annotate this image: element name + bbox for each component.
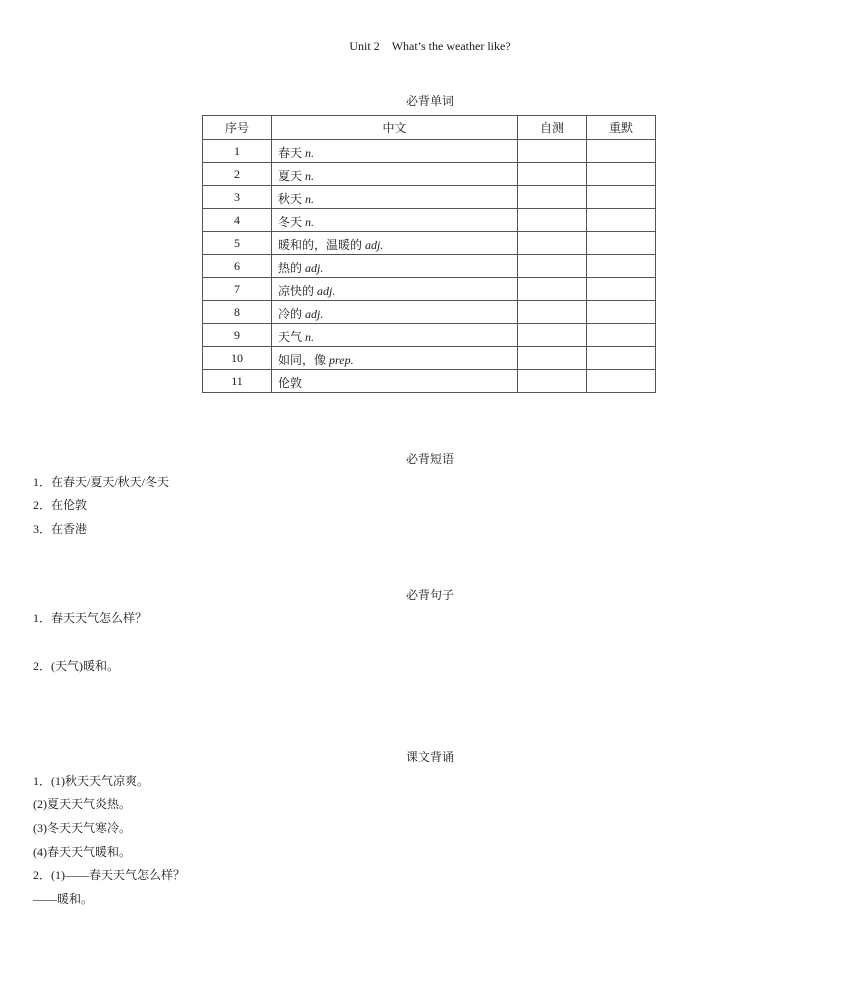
vocab-row xyxy=(203,163,656,186)
vocab-row-chinese xyxy=(272,163,518,186)
vocab-row xyxy=(203,347,656,370)
vocab-word: 热的 xyxy=(278,261,303,275)
vocab-word: 春天 xyxy=(278,146,303,160)
sentence-item: 2．(天气)暖和。 xyxy=(33,659,119,673)
vocab-word: 暖和的，温暖的 xyxy=(278,238,363,252)
vocab-row-chinese xyxy=(272,140,518,163)
vocab-word: 秋天 xyxy=(278,192,303,206)
recitation-item: 1．(1)秋天天气凉爽。 xyxy=(33,774,149,788)
vocab-row-number: 11 xyxy=(203,370,272,393)
sentences-section-title: 必背句子 xyxy=(405,588,454,602)
part-of-speech: n. xyxy=(305,146,315,160)
header-chinese: 中文 xyxy=(272,116,518,140)
part-of-speech: n. xyxy=(305,330,315,344)
vocab-row-number: 5 xyxy=(203,232,272,255)
vocab-word: 如同，像 xyxy=(278,353,327,367)
self-test-cell xyxy=(518,232,587,255)
vocab-row-chinese xyxy=(272,186,518,209)
rewrite-cell xyxy=(587,255,656,278)
vocab-word: 冷的 xyxy=(278,307,303,321)
header-num: 序号 xyxy=(203,116,272,140)
part-of-speech: adj. xyxy=(305,307,324,321)
vocab-row xyxy=(203,324,656,347)
header-rewrite: 重默 xyxy=(587,116,656,140)
rewrite-cell xyxy=(587,278,656,301)
vocab-row-number: 7 xyxy=(203,278,272,301)
vocab-row xyxy=(203,232,656,255)
self-test-cell xyxy=(518,163,587,186)
vocab-row-number: 9 xyxy=(203,324,272,347)
page-title: Unit 2 What’s the weather like? xyxy=(349,39,511,53)
self-test-cell xyxy=(518,209,587,232)
rewrite-cell xyxy=(587,347,656,370)
part-of-speech: n. xyxy=(305,215,315,229)
vocab-row xyxy=(203,370,656,393)
vocab-row-number: 4 xyxy=(203,209,272,232)
vocab-row-number: 1 xyxy=(203,140,272,163)
vocab-word: 冬天 xyxy=(278,215,303,229)
vocab-row xyxy=(203,255,656,278)
vocab-row-chinese xyxy=(272,324,518,347)
phrases-section-title: 必背短语 xyxy=(405,452,454,466)
vocab-row-number: 2 xyxy=(203,163,272,186)
vocab-word: 天气 xyxy=(278,330,303,344)
phrase-item: 2．在伦敦 xyxy=(33,498,88,512)
part-of-speech: adj. xyxy=(317,284,336,298)
self-test-cell xyxy=(518,347,587,370)
vocab-row xyxy=(203,140,656,163)
vocab-row-number: 3 xyxy=(203,186,272,209)
vocab-row xyxy=(203,209,656,232)
vocab-word: 伦敦 xyxy=(278,376,303,390)
rewrite-cell xyxy=(587,324,656,347)
recitation-item: ——暖和。 xyxy=(33,892,94,906)
phrase-item: 3．在香港 xyxy=(33,522,88,536)
self-test-cell xyxy=(518,324,587,347)
vocab-row xyxy=(203,278,656,301)
vocab-row-chinese xyxy=(272,347,518,370)
self-test-cell xyxy=(518,186,587,209)
part-of-speech: n. xyxy=(305,192,315,206)
part-of-speech: adj. xyxy=(365,238,384,252)
recitation-item: (4)春天天气暖和。 xyxy=(33,845,131,859)
vocab-row-chinese xyxy=(272,209,518,232)
rewrite-cell xyxy=(587,186,656,209)
recitation-item: (3)冬天天气寒冷。 xyxy=(33,821,131,835)
vocab-row-chinese xyxy=(272,232,518,255)
vocab-word: 夏天 xyxy=(278,169,303,183)
rewrite-cell xyxy=(587,301,656,324)
rewrite-cell xyxy=(587,140,656,163)
phrase-item: 1．在春天/夏天/秋天/冬天 xyxy=(33,475,170,489)
vocab-word: 凉快的 xyxy=(278,284,315,298)
vocab-row-chinese xyxy=(272,278,518,301)
vocab-row-number: 10 xyxy=(203,347,272,370)
recitation-item: 2．(1)——春天天气怎么样？ xyxy=(33,868,185,882)
self-test-cell xyxy=(518,370,587,393)
part-of-speech: prep. xyxy=(329,353,354,367)
vocab-row-chinese xyxy=(272,301,518,324)
vocab-row-chinese xyxy=(272,255,518,278)
vocab-row-chinese xyxy=(272,370,518,393)
vocab-row xyxy=(203,186,656,209)
part-of-speech: adj. xyxy=(305,261,324,275)
self-test-cell xyxy=(518,301,587,324)
self-test-cell xyxy=(518,140,587,163)
vocab-section-title: 必背单词 xyxy=(405,94,454,108)
rewrite-cell xyxy=(587,209,656,232)
header-self-test: 自测 xyxy=(518,116,587,140)
sentence-item: 1．春天天气怎么样？ xyxy=(33,611,148,625)
rewrite-cell xyxy=(587,163,656,186)
self-test-cell xyxy=(518,255,587,278)
vocab-table xyxy=(202,115,656,393)
part-of-speech: n. xyxy=(305,169,315,183)
rewrite-cell xyxy=(587,370,656,393)
self-test-cell xyxy=(518,278,587,301)
recitation-item: (2)夏天天气炎热。 xyxy=(33,797,131,811)
vocab-row xyxy=(203,301,656,324)
vocab-row-number: 6 xyxy=(203,255,272,278)
recitation-section-title: 课文背诵 xyxy=(405,750,454,764)
vocab-row-number: 8 xyxy=(203,301,272,324)
rewrite-cell xyxy=(587,232,656,255)
vocab-header-row xyxy=(203,116,656,140)
